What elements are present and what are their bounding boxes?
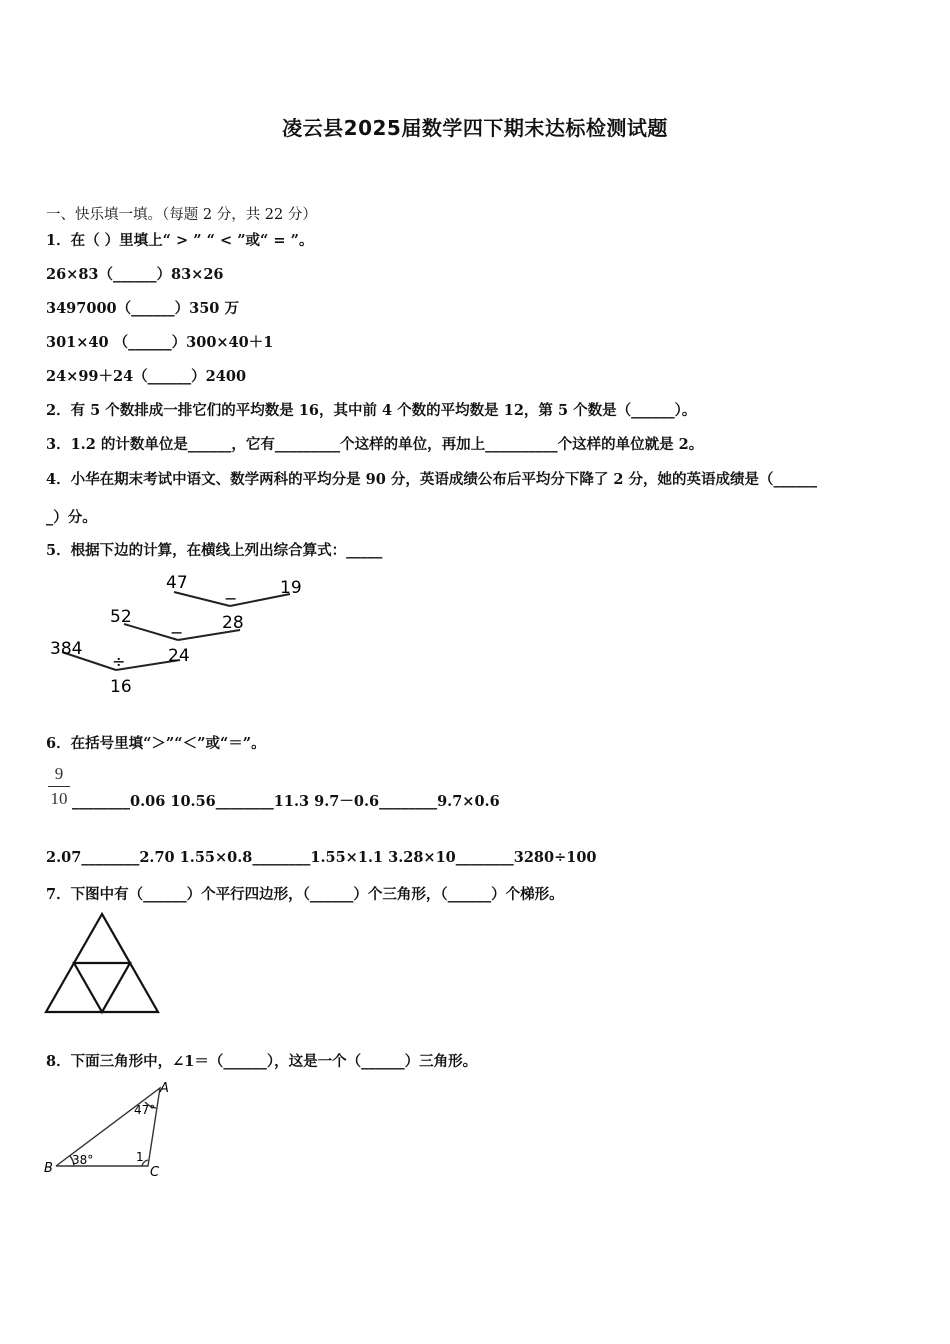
diagram-number-24: 24 (168, 646, 190, 666)
angle-a-label: 47° (134, 1103, 156, 1117)
angle-b-label: 38° (72, 1153, 94, 1167)
vertex-label-b: B (44, 1161, 53, 1176)
q5-stem: 5．根据下边的计算，在横线上列出综合算式：_____ (46, 542, 383, 559)
q1-item-2: 3497000（______）350 万 (46, 300, 239, 317)
q3-text: 3．1.2 的计数单位是______，它有_________个这样的单位，再加上__________个这样的单位就是 2。 (46, 436, 704, 453)
vertex-label-a: A (160, 1081, 169, 1096)
diagram-operator-minus-2: − (170, 623, 184, 642)
fraction-denominator: 10 (50, 789, 68, 808)
q1-stem: 1．在（ ）里填上“ > ” “ < ”或“ = ”。 (46, 232, 314, 249)
q1-item-4: 24×99＋24（______）2400 (46, 368, 247, 385)
angle-1-label: 1 (136, 1150, 144, 1164)
q1-item-1: 26×83（______）83×26 (46, 266, 224, 283)
diagram-number-47: 47 (166, 573, 188, 593)
q8-triangle-abc (40, 1078, 180, 1182)
section-heading: 一、快乐填一填。（每题 2 分，共 22 分） (46, 207, 317, 223)
q8-stem: 8．下面三角形中，∠1＝（______），这是一个（______）三角形。 (46, 1053, 478, 1070)
q1-item-3: 301×40 （______）300×40＋1 (46, 334, 274, 351)
q5-calculation-diagram (40, 566, 320, 706)
diagram-number-384: 384 (50, 639, 83, 659)
fraction-bar (48, 786, 70, 787)
vertex-label-c: C (150, 1165, 160, 1180)
diagram-number-52: 52 (110, 607, 132, 627)
diagram-number-28: 28 (222, 613, 244, 633)
page-title: 凌云县2025届数学四下期末达标检测试题 (282, 116, 668, 140)
q7-text: 7．下图中有（______）个平行四边形，（______）个三角形，（______）个梯形。 (46, 886, 564, 903)
fraction-numerator: 9 (54, 764, 64, 783)
q7-triangle-figure (40, 908, 166, 1018)
q6-row2: 2.07________2.70 1.55×0.8________1.55×1.1 3.28×10________3280÷100 (46, 849, 597, 866)
q4-line1: 4．小华在期末考试中语文、数学两科的平均分是 90 分，英语成绩公布后平均分下降了 2 分，她的英语成绩是（______ (46, 471, 818, 488)
q6-stem: 6．在括号里填“＞”“＜”或“＝”。 (46, 735, 266, 752)
diagram-operator-minus-1: − (224, 589, 238, 608)
diagram-operator-divide: ÷ (112, 652, 126, 671)
q2-text: 2．有 5 个数排成一排它们的平均数是 16，其中前 4 个数的平均数是 12，第 5 个数是（______）。 (46, 402, 697, 419)
diagram-number-16: 16 (110, 677, 132, 697)
q4-line2: _）分。 (46, 509, 97, 526)
q6-row1: ________0.06 10.56________11.3 9.7－0.6________9.7×0.6 (72, 793, 500, 810)
diagram-number-19: 19 (280, 578, 302, 598)
